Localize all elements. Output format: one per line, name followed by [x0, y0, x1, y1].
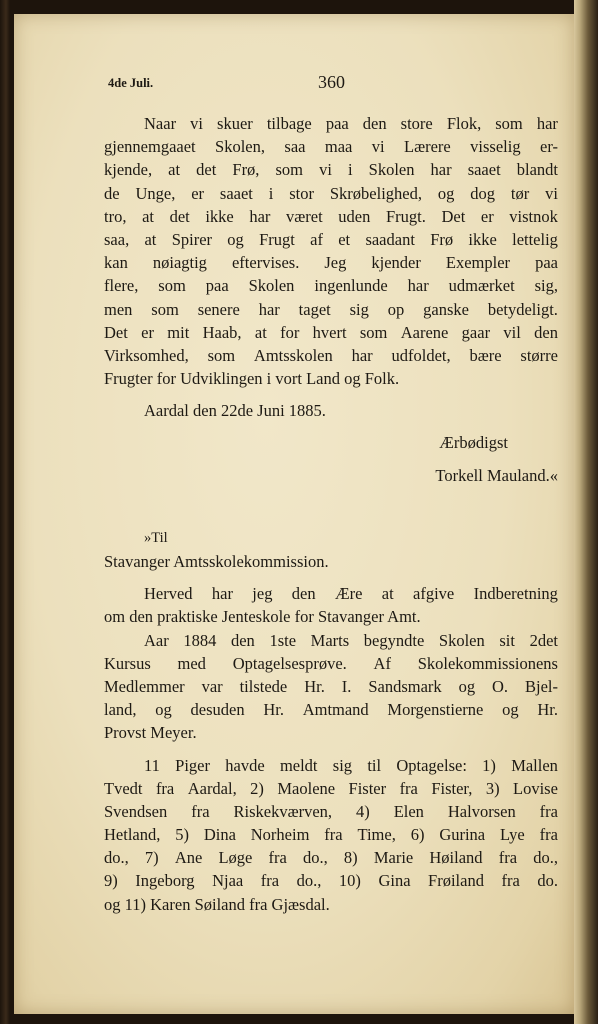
word: Ingeborg [135, 871, 195, 891]
text-line: Frugter for Udviklingen i vort Land og Folk. [104, 369, 400, 389]
word: Elen [393, 801, 424, 821]
word: Mallen [511, 755, 558, 775]
word: afgive [413, 584, 455, 604]
word: Hr. [304, 676, 325, 696]
word: 10) [338, 871, 361, 891]
word: do., [303, 848, 328, 868]
word: desuden [190, 700, 245, 720]
word: Haab, [202, 322, 242, 342]
word: flere, [104, 276, 139, 296]
word: I. [341, 676, 352, 696]
word: Fister, [431, 778, 473, 798]
running-header-date: 4de Juli. [108, 76, 154, 90]
word: Marie [373, 848, 414, 868]
word: Time, [357, 825, 396, 845]
word: betydeligt. [487, 299, 558, 319]
word: Aar [144, 630, 169, 650]
word: det [196, 160, 217, 180]
word: sig [349, 299, 369, 319]
text-line [104, 675, 558, 698]
text-line [104, 274, 558, 297]
word: Kursus [104, 653, 151, 673]
word: har [211, 584, 233, 604]
word: blandt [516, 160, 558, 180]
word: 2det [529, 630, 558, 650]
word: vi [371, 137, 385, 157]
word: kjender [371, 253, 421, 273]
text-line [104, 869, 558, 892]
text-line [104, 298, 558, 321]
salutation: »Til [144, 529, 168, 546]
text-line [104, 344, 558, 367]
text-line [104, 754, 558, 777]
word: saa [284, 137, 306, 157]
word: fra [260, 871, 280, 891]
word: gjennemgaaet [104, 137, 196, 157]
word: havde [225, 755, 265, 775]
word: Frø, [232, 160, 260, 180]
text-line: om den praktiske Jenteskole for Stavanger Amt. [104, 607, 421, 627]
paragraph-3 [104, 629, 558, 745]
text-line [104, 800, 558, 823]
word: at [142, 206, 154, 226]
word: Herved [144, 584, 193, 604]
letter-signature: Torkell Mauland.« [435, 465, 558, 485]
word: vi [545, 183, 558, 203]
text-line: Provst Meyer. [104, 723, 197, 743]
word: 1884 [183, 630, 217, 650]
word: store [400, 114, 433, 133]
word: som [207, 345, 236, 365]
word: ganske [423, 299, 469, 319]
word: er [191, 183, 205, 203]
word: Dina [203, 825, 236, 845]
text-line [104, 652, 558, 675]
word: land, [104, 700, 137, 720]
text-line [104, 846, 558, 869]
word: udmærket [448, 276, 515, 296]
word: af [310, 229, 323, 249]
word: fra [155, 778, 175, 798]
word: 11 [144, 755, 160, 775]
word: til [367, 755, 382, 775]
word: taget [298, 299, 331, 319]
word: Skrøbelighed, [329, 183, 422, 203]
word: paa [205, 276, 229, 296]
word: vi [190, 114, 203, 133]
word: Fister [348, 778, 387, 798]
word: Skolen [438, 630, 485, 650]
word: tilstede [239, 676, 288, 696]
word: Indberetning [473, 584, 558, 604]
word: Det [441, 206, 466, 226]
word: er [480, 206, 494, 226]
word: Aardal, [187, 778, 237, 798]
word: kjende, [104, 160, 153, 180]
word: har [258, 299, 280, 319]
text-line [104, 205, 558, 228]
text-line [104, 182, 558, 205]
word: tro, [104, 206, 127, 226]
word: Riskekværven, [233, 801, 333, 821]
word: Løge [218, 848, 253, 868]
text-line [104, 629, 558, 652]
word: uden [338, 206, 371, 226]
word: meldt [279, 755, 318, 775]
word: Frugt. [385, 206, 426, 226]
word: 9) [104, 871, 118, 891]
word: vi [319, 160, 332, 180]
word: og [458, 676, 476, 696]
word: Frø [430, 229, 454, 249]
word: et [338, 229, 351, 249]
word: har [430, 160, 452, 180]
word: sig, [534, 276, 558, 296]
word: som [151, 299, 179, 319]
word: Amtmand [302, 700, 369, 720]
word: 8) [343, 848, 358, 868]
word: 4) [355, 801, 370, 821]
word: og [227, 229, 244, 249]
word: Jeg [324, 253, 347, 273]
word: O. [492, 676, 509, 696]
word: Naar [144, 114, 177, 133]
word: Tvedt [104, 778, 143, 798]
word: at [144, 229, 157, 249]
text-line [104, 228, 558, 251]
word: Maolene [277, 778, 336, 798]
word: 5) [175, 825, 189, 845]
word: større [520, 345, 558, 365]
word: fra [324, 825, 343, 845]
word: vistnok [509, 206, 558, 226]
word: maa [324, 137, 353, 157]
word: dog [470, 183, 495, 203]
word: 3) [485, 778, 500, 798]
word: Amtsskolen [253, 345, 333, 365]
word: op [387, 299, 405, 319]
word: ikke [205, 206, 234, 226]
addressee: Stavanger Amtsskolekommission. [104, 552, 329, 571]
word: saa, [104, 229, 130, 249]
word: Piger [175, 755, 210, 775]
word: den [291, 584, 316, 604]
word: Skolen, [215, 137, 265, 157]
word: kan [104, 253, 128, 273]
word: den [534, 322, 558, 342]
word: paa [325, 114, 349, 133]
word: med [177, 653, 206, 673]
word: Aarene [400, 322, 449, 342]
word: Flok, [446, 114, 482, 133]
word: er- [540, 137, 558, 157]
text-line [104, 112, 558, 135]
word: at [381, 584, 394, 604]
word: saadant [365, 229, 415, 249]
word: i [268, 183, 274, 203]
word: Det [104, 322, 128, 342]
word: Lovise [513, 778, 558, 798]
word: saaet [467, 160, 501, 180]
word: gaar [461, 322, 491, 342]
word: Optagelsesprøve. [232, 653, 347, 673]
word: do., [296, 871, 322, 891]
word: for [280, 322, 300, 342]
word: Lye [500, 825, 525, 845]
paragraph-2 [104, 582, 558, 628]
word: at [254, 322, 267, 342]
word: hvert [312, 322, 347, 342]
word: Ære [334, 584, 363, 604]
word: 1) [482, 755, 496, 775]
text-line [104, 321, 558, 344]
text-line [104, 251, 558, 274]
word: var [201, 676, 223, 696]
word: Exempler [445, 253, 511, 273]
word: Svendsen [104, 801, 168, 821]
word: den [230, 630, 255, 650]
word: mit [167, 322, 190, 342]
word: som [495, 114, 523, 133]
word: det [169, 206, 190, 226]
word: fra [501, 871, 520, 891]
word: do., [533, 848, 558, 868]
word: 7) [144, 848, 159, 868]
word: men [104, 299, 133, 319]
word: Skolen [248, 276, 295, 296]
word: lettelig [512, 229, 558, 249]
word: 2) [250, 778, 264, 798]
word: Skolekommissionens [417, 653, 558, 673]
word: har [407, 276, 429, 296]
page-body [104, 112, 558, 916]
word: Ane [174, 848, 203, 868]
word: sit [499, 630, 515, 650]
word: begyndte [363, 630, 425, 650]
word: Halvorsen [447, 801, 516, 821]
text-line [104, 582, 558, 605]
word: udfoldet, [391, 345, 451, 365]
word: at [168, 160, 181, 180]
word: Lærere [404, 137, 451, 157]
paragraph-1 [104, 112, 558, 390]
word: fra [539, 801, 558, 821]
word: som [275, 160, 304, 180]
word: er [141, 322, 154, 342]
word: Njaa [212, 871, 244, 891]
word: jeg [252, 584, 273, 604]
word: og [502, 700, 519, 720]
word: stor [289, 183, 314, 203]
word: Høiland [429, 848, 483, 868]
word: Gina [378, 871, 411, 891]
word: Unge, [135, 183, 176, 203]
word: bære [469, 345, 502, 365]
word: Hr. [263, 700, 284, 720]
word: saaet [219, 183, 253, 203]
word: i [347, 160, 353, 180]
word: har [249, 206, 271, 226]
paragraph-4 [104, 754, 558, 916]
word: senere [197, 299, 240, 319]
word: 6) [410, 825, 425, 845]
word: fra [539, 825, 558, 845]
text-line [104, 777, 558, 800]
word: fra [268, 848, 287, 868]
word: fra [191, 801, 210, 821]
word: Sandsmark [368, 676, 442, 696]
word: do., [104, 848, 129, 868]
word: og [437, 183, 455, 203]
word: Spirer [171, 229, 213, 249]
word: do. [537, 871, 558, 891]
word: som [359, 322, 388, 342]
word: Virksomhed, [104, 345, 189, 365]
word: været [286, 206, 323, 226]
word: Skolen [368, 160, 415, 180]
word: de [104, 183, 120, 203]
word: og [155, 700, 172, 720]
word: Frugt [259, 229, 295, 249]
word: ikke [468, 229, 497, 249]
word: Marts [310, 630, 350, 650]
letter-date-line: Aardal den 22de Juni 1885. [144, 401, 326, 421]
text-line [104, 698, 558, 721]
word: Bjel- [525, 676, 558, 696]
text-line: og 11) Karen Søiland fra Gjæsdal. [104, 894, 330, 914]
word: paa [535, 253, 558, 273]
word: vil [503, 322, 521, 342]
word: Hr. [537, 700, 558, 720]
word: Morgenstierne [387, 700, 484, 720]
word: fra [399, 778, 418, 798]
letter-closing: Ærbødigst [439, 433, 508, 453]
word: Norheim [250, 825, 310, 845]
word: nøiagtig [152, 253, 207, 273]
text-line [104, 135, 558, 158]
word: har [536, 114, 558, 133]
word: Optagelse: [396, 755, 467, 775]
word: Af [373, 653, 391, 673]
word: den [362, 114, 387, 133]
word: Medlemmer [104, 676, 185, 696]
word: visselig [470, 137, 521, 157]
word: skuer [217, 114, 253, 133]
word: tilbage [266, 114, 312, 133]
word: tør [510, 183, 530, 203]
book-spine-edge [574, 0, 598, 1024]
word: sig [332, 755, 353, 775]
word: ingenlunde [314, 276, 388, 296]
word: 1ste [269, 630, 297, 650]
text-line [104, 823, 558, 846]
word: eftervises. [231, 253, 300, 273]
word: Gurina [439, 825, 486, 845]
word: som [158, 276, 186, 296]
page-number: 360 [318, 72, 345, 92]
text-line [104, 158, 558, 181]
word: har [351, 345, 373, 365]
word: Frøiland [428, 871, 484, 891]
word: fra [498, 848, 518, 868]
word: Hetland, [104, 825, 161, 845]
